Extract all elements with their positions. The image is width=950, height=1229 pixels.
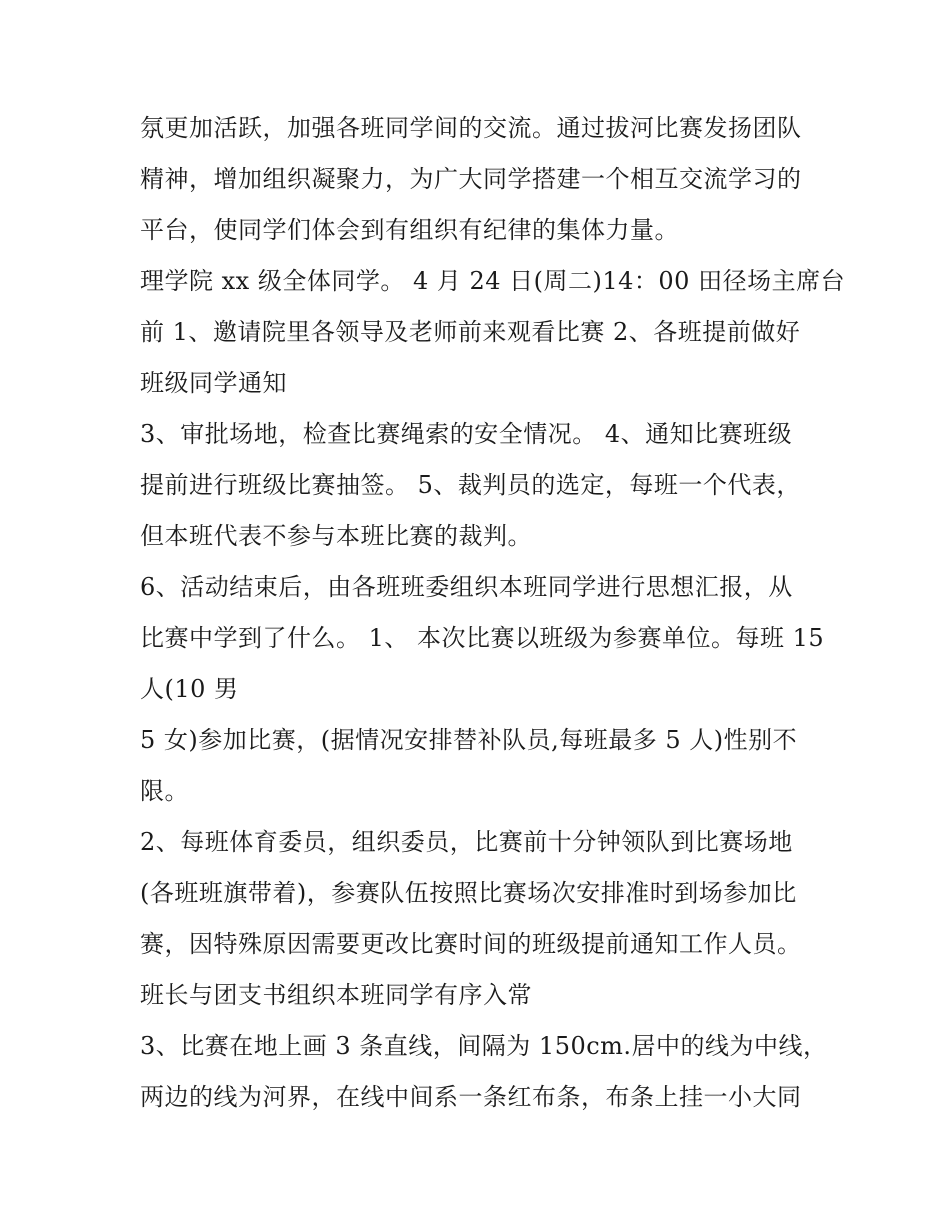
text-line: 比赛中学到了什么。 1、 本次比赛以班级为参赛单位。每班 15 bbox=[140, 624, 825, 652]
text-line: 3、审批场地，检查比赛绳索的安全情况。 4、通知比赛班级 bbox=[140, 420, 793, 448]
text-line: 氛更加活跃，加强各班同学间的交流。通过拔河比赛发扬团队 bbox=[140, 114, 802, 142]
text-line: 人(10 男 bbox=[140, 675, 239, 703]
text-line: 两边的线为河界，在线中间系一条红布条，布条上挂一小大同 bbox=[140, 1083, 802, 1111]
text-line: 班长与团支书组织本班同学有序入常 bbox=[140, 981, 532, 1009]
document-body bbox=[140, 103, 846, 1123]
text-line: 限。 bbox=[140, 777, 189, 805]
text-line: (各班班旗带着)，参赛队伍按照比赛场次安排准时到场参加比 bbox=[140, 879, 797, 907]
text-line: 5 女)参加比赛，(据情况安排替补队员,每班最多 5 人)性别不 bbox=[140, 726, 798, 754]
text-line: 但本班代表不参与本班比赛的裁判。 bbox=[140, 522, 532, 550]
text-line: 赛，因特殊原因需要更改比赛时间的班级提前通知工作人员。 bbox=[140, 930, 802, 958]
text-line: 前 1、邀请院里各领导及老师前来观看比赛 2、各班提前做好 bbox=[140, 318, 801, 346]
text-line: 班级同学通知 bbox=[140, 369, 287, 397]
text-line: 提前进行班级比赛抽签。 5、裁判员的选定，每班一个代表， bbox=[140, 471, 801, 499]
text-line: 6、活动结束后，由各班班委组织本班同学进行思想汇报，从 bbox=[140, 573, 793, 601]
text-line: 3、比赛在地上画 3 条直线，间隔为 150cm.居中的线为中线， bbox=[140, 1032, 828, 1060]
text-line: 理学院 xx 级全体同学。 4 月 24 日(周二)14：00 田径场主席台 bbox=[140, 267, 846, 295]
text-line: 平台，使同学们体会到有组织有纪律的集体力量。 bbox=[140, 216, 679, 244]
text-line: 精神，增加组织凝聚力，为广大同学搭建一个相互交流学习的 bbox=[140, 165, 802, 193]
text-line: 2、每班体育委员，组织委员，比赛前十分钟领队到比赛场地 bbox=[140, 828, 793, 856]
